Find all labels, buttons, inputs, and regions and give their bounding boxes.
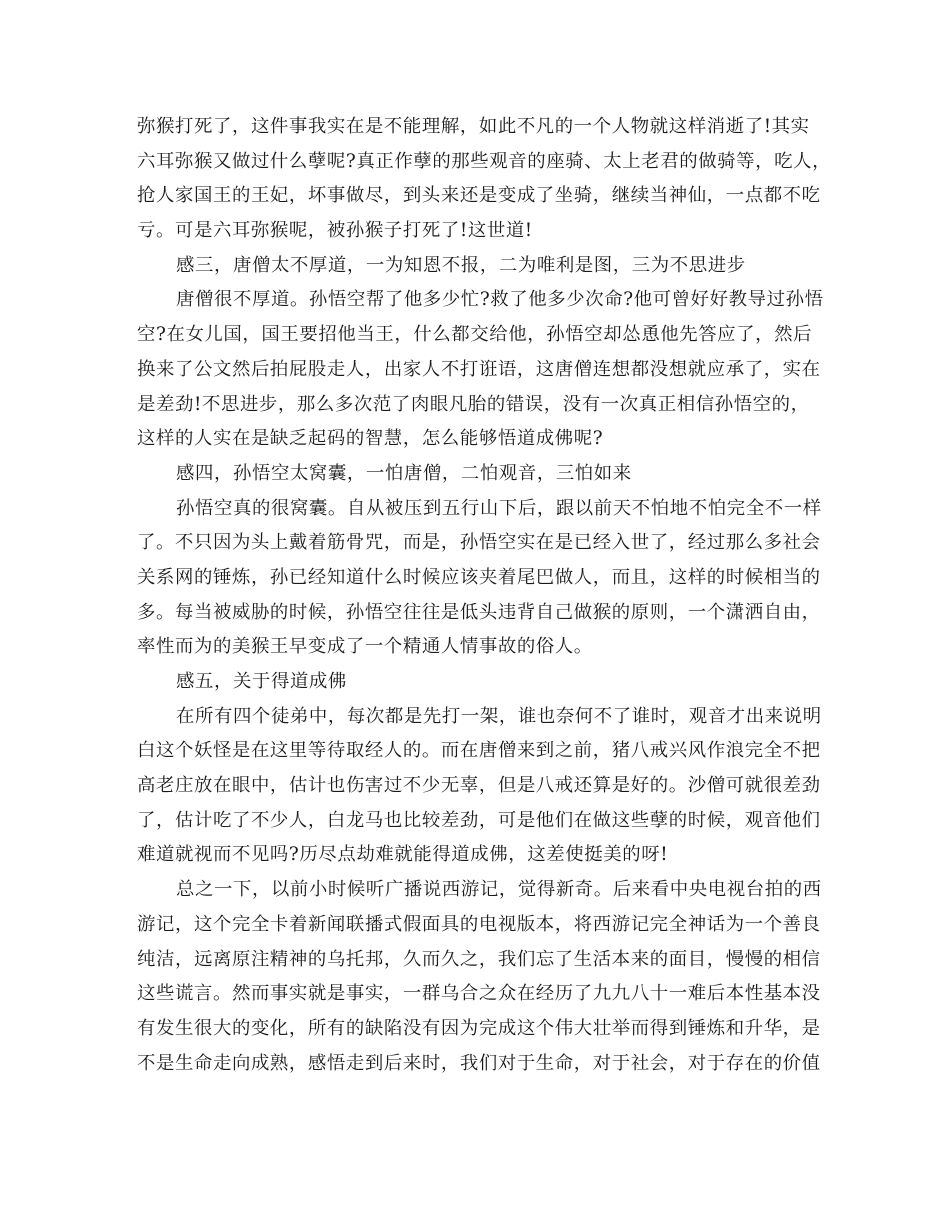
text-line: 感三，唐僧太不厚道，一为知恩不报，二为唯利是图，三为不思进步 (176, 254, 746, 276)
text-line: 抢人家国王的王妃，坏事做尽，到头来还是变成了坐骑，继续当神仙，一点都不吃 (137, 185, 821, 207)
text-line: 感五，关于得道成佛 (176, 671, 347, 692)
text-line: 六耳弥猴又做过什么孽呢?真正作孽的那些观音的座骑、太上老君的做骑等，吃人， (137, 150, 832, 172)
text-line: 换来了公文然后拍屁股走人，出家人不打诳语，这唐僧连想都没想就应承了，实在 (137, 358, 821, 380)
text-line: 亏。可是六耳弥猴呢，被孙猴子打死了!这世道! (137, 220, 533, 242)
text-line: 难道就视而不见吗?历尽点劫难就能得道成佛，这差使挺美的呀! (137, 844, 669, 866)
text-line: 不是生命走向成熟，感悟走到后来时，我们对于生命，对于社会，对于存在的价值 (137, 1052, 821, 1074)
text-line: 多。每当被威胁的时候，孙悟空往往是低头违背自己做猴的原则，一个潇洒自由， (137, 601, 821, 623)
text-line: 是差劲!不思进步，那么多次范了肉眼凡胎的错误，没有一次真正相信孙悟空的， (137, 393, 810, 415)
text-line: 孙悟空真的很窝囊。自从被压到五行山下后，跟以前天不怕地不怕完全不一样 (176, 497, 822, 519)
text-line: 高老庄放在眼中，估计也伤害过不少无辜，但是八戒还算是好的。沙僧可就很差劲 (137, 775, 821, 797)
text-line: 纯洁，远离原注精神的乌托邦，久而久之，我们忘了生活本来的面目，慢慢的相信 (137, 948, 821, 970)
text-line: 率性而为的美猴王早变成了一个精通人情事故的俗人。 (137, 636, 593, 658)
body-text (137, 110, 832, 1081)
text-line: 唐僧很不厚道。孙悟空帮了他多少忙?救了他多少次命?他可曾好好教导过孙悟 (176, 289, 824, 311)
text-line: 空?在女儿国，国王要招他当王，什么都交给他，孙悟空却怂恿他先答应了，然后 (137, 324, 813, 346)
text-line: 弥猴打死了，这件事我实在是不能理解，如此不凡的一个人物就这样消逝了!其实 (137, 116, 810, 137)
text-line: 在所有四个徒弟中，每次都是先打一架，谁也奈何不了谁时，观音才出来说明 (176, 705, 822, 727)
text-line: 白这个妖怪是在这里等待取经人的。而在唐僧来到之前，猪八戒兴风作浪完全不把 (137, 740, 821, 762)
text-line: 关系网的锤炼，孙已经知道什么时候应该夹着尾巴做人，而且，这样的时候相当的 (137, 566, 821, 588)
text-line: 了，估计吃了不少人，白龙马也比较差劲，可是他们在做这些孽的时候，观音他们 (137, 809, 821, 831)
text-line: 感四，孙悟空太窝囊，一怕唐僧，二怕观音，三怕如来 (176, 462, 632, 484)
text-line: 了。不只因为头上戴着筋骨咒，而是，孙悟空实在是已经入世了，经过那么多社会 (137, 532, 821, 554)
text-line: 这些谎言。然而事实就是事实，一群乌合之众在经历了九九八十一难后本性基本没 (137, 983, 821, 1005)
text-line: 游记，这个完全卡着新闻联播式假面具的电视版本，将西游记完全神话为一个善良 (137, 913, 821, 935)
text-line: 这样的人实在是缺乏起码的智慧，怎么能够悟道成佛呢? (137, 428, 604, 450)
text-line: 总之一下，以前小时候听广播说西游记，觉得新奇。后来看中央电视台拍的西 (176, 879, 822, 901)
text-line: 有发生很大的变化，所有的缺陷没有因为完成这个伟大壮举而得到锤炼和升华，是 (137, 1017, 821, 1039)
